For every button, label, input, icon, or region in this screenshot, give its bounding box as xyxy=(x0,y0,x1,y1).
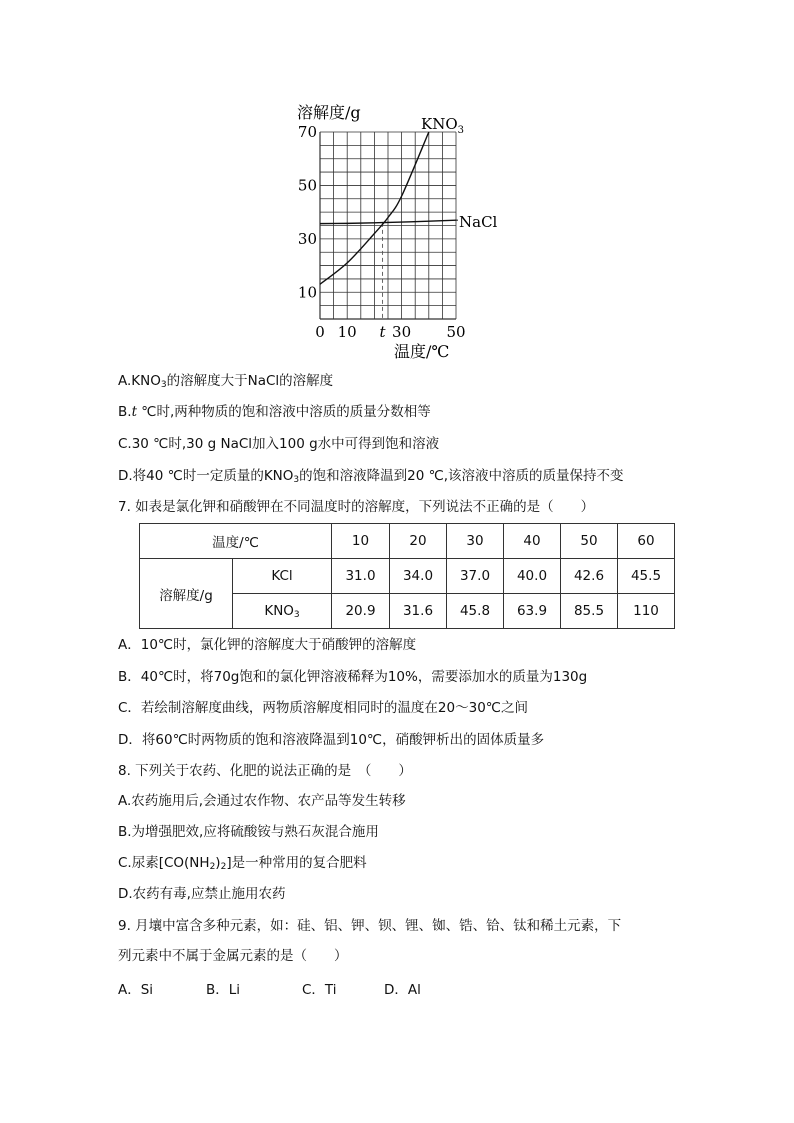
table-cell: 10 xyxy=(332,524,390,559)
solubility-table xyxy=(139,523,675,629)
x-tick-label: 30 xyxy=(392,323,412,341)
q7-option-b: B．40℃时，将70g饱和的氯化钾溶液稀释为10%，需要添加水的质量为130g xyxy=(118,669,588,685)
y-tick-label: 50 xyxy=(297,176,317,195)
table-kcl-label: KCl xyxy=(233,559,332,594)
q6-option-b: B.t ℃时,两种物质的饱和溶液中溶质的质量分数相等 xyxy=(118,404,431,420)
table-cell: 40.0 xyxy=(504,559,561,594)
table-row-label: 溶解度/g xyxy=(140,559,233,629)
x-tick-label: 0 xyxy=(315,323,325,341)
table-cell: 50 xyxy=(561,524,618,559)
q9-option-d: D．Al xyxy=(384,982,421,998)
q9-stem-line1: 9. 月壤中富含多种元素，如：硅、铝、钾、钡、锂、铷、锆、铪、钛和稀土元素，下 xyxy=(118,918,622,934)
table-cell: 45.8 xyxy=(447,594,504,629)
chart-curves xyxy=(320,132,458,284)
x-tick-label: 50 xyxy=(446,323,466,341)
table-cell: 37.0 xyxy=(447,559,504,594)
q8-stem: 8. 下列关于农药、化肥的说法正确的是 （ ） xyxy=(118,763,412,779)
q8-option-a: A.农药施用后,会通过农作物、农产品等发生转移 xyxy=(118,793,406,809)
table-cell: 34.0 xyxy=(390,559,447,594)
y-tick-label: 10 xyxy=(297,283,317,302)
table-cell: 40 xyxy=(504,524,561,559)
q7-option-d: D．将60℃时两物质的饱和溶液降温到10℃，硝酸钾析出的固体质量多 xyxy=(118,732,545,748)
chart-ticks xyxy=(298,123,466,341)
table-row xyxy=(140,524,675,559)
q6-option-a: $A.KNO_3$的溶解度大于NaCl的溶解度 xyxy=(118,373,334,390)
q8-option-b: B.为增强肥效,应将硫酸铵与熟石灰混合施用 xyxy=(118,824,379,840)
table-cell: 31.6 xyxy=(390,594,447,629)
table-cell: 60 xyxy=(618,524,675,559)
y-tick-label: 30 xyxy=(297,229,317,248)
q7-stem: 7. 如表是氯化钾和硝酸钾在不同温度时的溶解度，下列说法不正确的是（ ） xyxy=(118,499,595,515)
q6-option-d: D.将40 ℃时一定质量的$KNO_3$的饱和溶液降温到20 ℃,该溶液中溶质的质量保持不变 xyxy=(118,468,624,485)
q9-stem-line2: 列元素中不属于金属元素的是（ ） xyxy=(118,948,348,964)
table-cell: 63.9 xyxy=(504,594,561,629)
solubility-chart xyxy=(0,0,794,370)
series-label-kno3: $KNO_3$ xyxy=(421,115,465,136)
table-kno3-label: $KNO_3$ xyxy=(233,594,332,629)
y-axis-label: 溶解度/g xyxy=(297,103,361,122)
table-cell: 45.5 xyxy=(618,559,675,594)
table-cell: 20.9 xyxy=(332,594,390,629)
x-tick-label: 10 xyxy=(337,323,357,341)
chart-grid xyxy=(320,132,456,319)
series-label-nacl: NaCl xyxy=(459,213,498,231)
x-tick-label: t xyxy=(379,323,386,341)
table-row xyxy=(140,559,675,594)
y-tick-label: 70 xyxy=(297,123,317,141)
table-cell: 30 xyxy=(447,524,504,559)
table-cell: 110 xyxy=(618,594,675,629)
q9-option-a: A．Si xyxy=(118,982,154,998)
table-cell: 20 xyxy=(390,524,447,559)
q8-option-d: D.农药有毒,应禁止施用农药 xyxy=(118,886,286,902)
table-cell: 42.6 xyxy=(561,559,618,594)
table-cell: 85.5 xyxy=(561,594,618,629)
table-header-temp: 温度/℃ xyxy=(140,524,332,559)
q9-option-b: B．Li xyxy=(206,982,241,998)
q8-option-c: C.尿素$[CO(NH_2)_2]$是一种常用的复合肥料 xyxy=(118,855,367,872)
table-cell: 31.0 xyxy=(332,559,390,594)
q7-option-a: A．10℃时，氯化钾的溶解度大于硝酸钾的溶解度 xyxy=(118,637,417,653)
q7-option-c: C．若绘制溶解度曲线，两物质溶解度相同时的温度在20～30℃之间 xyxy=(118,700,528,716)
x-axis-label: 温度/℃ xyxy=(394,342,450,361)
q9-option-c: C．Ti xyxy=(302,982,337,998)
q9-options xyxy=(118,980,421,1000)
q6-option-c: C.30 ℃时,30 g NaCl加入100 g水中可得到饱和溶液 xyxy=(118,436,440,452)
